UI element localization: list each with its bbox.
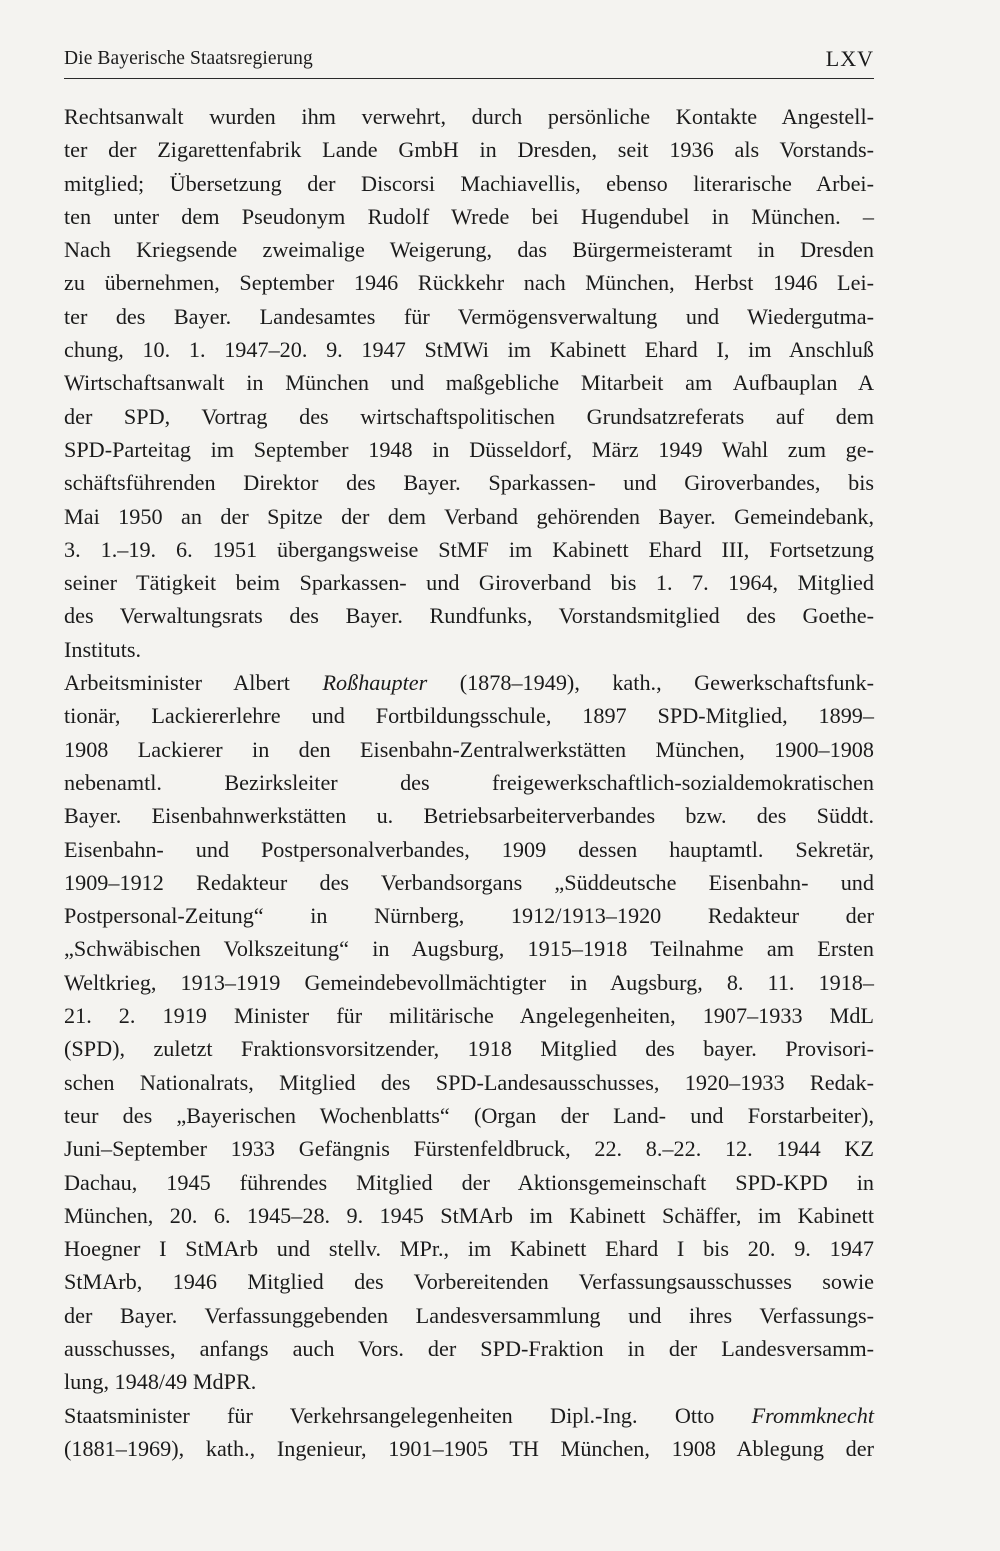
text-line: Hoegner I StMArb und stellv. MPr., im Kabinett Ehard I bis 20. 9. 1947 (64, 1236, 874, 1262)
text-line: Nach Kriegsende zweimalige Weigerung, das Bürgermeisteramt in Dresden (64, 237, 874, 263)
text-line (64, 666, 874, 699)
text-line: ten unter dem Pseudonym Rudolf Wrede bei Hugendubel in München. – (64, 203, 874, 229)
text-line: ausschusses, anfangs auch Vors. der SPD-Fraktion in der Landesversamm- (64, 1335, 874, 1361)
text-line: mitglied; Übersetzung der Discorsi Machiavellis, ebenso literarische Arbei- (64, 170, 874, 196)
text-line: Eisenbahn- und Postpersonalverbandes, 1909 dessen hauptamtl. Sekretär, (64, 836, 874, 862)
text-line: 21. 2. 1919 Minister für militärische Angelegenheiten, 1907–1933 MdL (64, 1003, 874, 1029)
text-line-part: Staatsminister für Verkehrsangelegenheiten Dipl.-Ing. Otto (64, 1402, 752, 1428)
text-line: Wirtschaftsanwalt in München und maßgebliche Mitarbeit am Aufbauplan A (64, 370, 874, 396)
text-line: Dachau, 1945 führendes Mitglied der Aktionsgemeinschaft SPD-KPD in (64, 1169, 874, 1195)
person-surname: Roßhaupter (322, 670, 428, 696)
text-line: Rechtsanwalt wurden ihm verwehrt, durch persönliche Kontakte Angestell- (64, 104, 874, 129)
text-line: „Schwäbischen Volkszeitung“ in Augsburg, 1915–1918 Teilnahme am Ersten (64, 936, 874, 962)
text-line: der SPD, Vortrag des wirtschaftspolitischen Grundsatzreferats auf dem (64, 403, 874, 429)
text-line: Postpersonal-Zeitung“ in Nürnberg, 1912/1913–1920 Redakteur der (64, 903, 874, 929)
text-line: 1908 Lackierer in den Eisenbahn-Zentralwerkstätten München, 1900–1908 (64, 736, 874, 762)
page-number: LXV (825, 46, 874, 71)
text-line: Weltkrieg, 1913–1919 Gemeindebevollmächtigter in Augsburg, 8. 11. 1918– (64, 969, 874, 995)
text-line: lung, 1948/49 MdPR. (64, 1369, 257, 1395)
text-line: nebenamtl. Bezirksleiter des freigewerkschaftlich-sozialdemokratischen (64, 769, 874, 795)
text-line: SPD-Parteitag im September 1948 in Düsseldorf, März 1949 Wahl zum ge- (64, 436, 874, 462)
text-line: seiner Tätigkeit beim Sparkassen- und Giroverband bis 1. 7. 1964, Mitglied (64, 570, 874, 596)
text-line (64, 1399, 874, 1432)
text-line-part: Arbeitsminister Albert (64, 670, 323, 696)
text-line: Instituts. (64, 636, 142, 662)
text-line: München, 20. 6. 1945–28. 9. 1945 StMArb im Kabinett Schäffer, im Kabinett (64, 1202, 874, 1228)
text-line: des Verwaltungsrats des Bayer. Rundfunks, Vorstandsmitglied des Goethe- (64, 603, 874, 629)
text-line: chung, 10. 1. 1947–20. 9. 1947 StMWi im Kabinett Ehard I, im Anschluß (64, 337, 874, 363)
page-header (64, 44, 874, 79)
text-line: Mai 1950 an der Spitze der dem Verband gehörenden Bayer. Gemeindebank, (64, 503, 874, 529)
body-text (64, 100, 874, 1465)
person-surname: Frommknecht (751, 1402, 874, 1428)
text-line: StMArb, 1946 Mitglied des Vorbereitenden Verfassungsausschusses sowie (64, 1269, 874, 1295)
text-line: schäftsführenden Direktor des Bayer. Sparkassen- und Giroverbandes, bis (64, 470, 874, 496)
text-line: der Bayer. Verfassunggebenden Landesversammlung und ihres Verfassungs- (64, 1302, 874, 1328)
text-line: 1909–1912 Redakteur des Verbandsorgans „Süddeutsche Eisenbahn- und (64, 869, 874, 895)
text-line: ter des Bayer. Landesamtes für Vermögensverwaltung und Wiedergutma- (64, 303, 874, 329)
text-line: schen Nationalrats, Mitglied des SPD-Landesausschusses, 1920–1933 Redak- (64, 1069, 874, 1095)
text-line: zu übernehmen, September 1946 Rückkehr nach München, Herbst 1946 Lei- (64, 270, 874, 296)
text-line: teur des „Bayerischen Wochenblatts“ (Organ der Land- und Forstarbeiter), (64, 1102, 874, 1128)
text-line-part: (1878–1949), kath., Gewerkschaftsfunk- (427, 670, 874, 696)
running-head: Die Bayerische Staatsregierung (64, 48, 313, 69)
text-line: Juni–September 1933 Gefängnis Fürstenfeldbruck, 22. 8.–22. 12. 1944 KZ (64, 1136, 874, 1162)
text-line: Bayer. Eisenbahnwerkstätten u. Betriebsarbeiterverbandes bzw. des Süddt. (64, 803, 874, 829)
text-line: tionär, Lackiererlehre und Fortbildungsschule, 1897 SPD-Mitglied, 1899– (64, 703, 874, 729)
text-line: 3. 1.–19. 6. 1951 übergangsweise StMF im Kabinett Ehard III, Fortsetzung (64, 536, 874, 562)
text-line: ter der Zigarettenfabrik Lande GmbH in Dresden, seit 1936 als Vorstands- (64, 137, 874, 163)
text-line: (1881–1969), kath., Ingenieur, 1901–1905 TH München, 1908 Ablegung der (64, 1435, 874, 1461)
text-line: (SPD), zuletzt Fraktionsvorsitzender, 1918 Mitglied des bayer. Provisori- (64, 1036, 874, 1062)
